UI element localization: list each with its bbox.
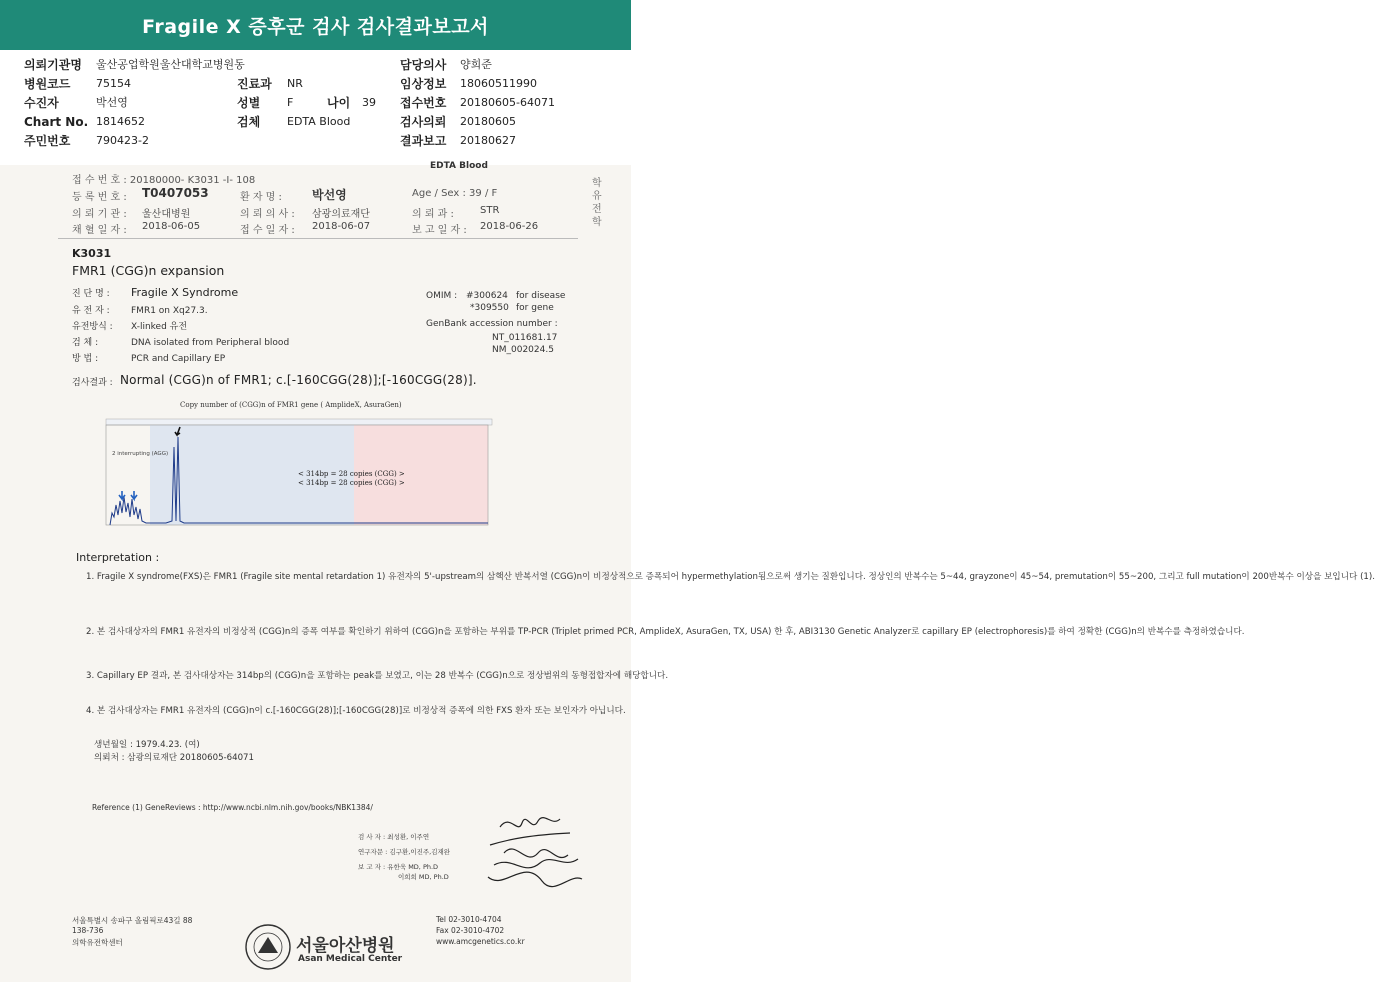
- requested-label: 검사의뢰: [400, 115, 447, 129]
- patient-label: 수진자: [24, 96, 59, 110]
- chart-small-note: 2 interrupting (AGG): [112, 451, 169, 457]
- genbank-label: GenBank accession number :: [426, 319, 558, 329]
- institution-label: 의뢰기관명: [24, 58, 82, 72]
- interpretation-2: 2. 본 검사대상자의 FMR1 유전자의 비정상적 (CGG)n의 증폭 여부를 확인하기 위하여 (CGG)n을 포함하는 부위를 TP-PCR (Triplet primed PCR, AmplideX, AsuraGen, TX, USA) 한 후, ABI3130 Genetic Analyzer로 capillary EP (electrophoresis)를 하여 정확한 (CGG)n의 반복수를 측정하였습니다.: [86, 627, 1245, 637]
- receive-label: 접 수 일 자 :: [240, 225, 295, 236]
- doctor-value: 양희준: [460, 58, 492, 71]
- omim-gene: *309550: [470, 303, 509, 313]
- dept-value: NR: [287, 77, 303, 90]
- divider: [58, 238, 578, 239]
- pt-label: 환 자 명 :: [240, 192, 282, 203]
- report-title: Fragile X 증후군 검사 검사결과보고서: [0, 0, 631, 50]
- interpretation-4: 4. 본 검사대상자는 FMR1 유전자의 (CGG)n이 c.[-160CGG(28)];[-160CGG(28)]로 비정상적 증폭에 의한 FXS 환자 또는 보인자가 아닙니다.: [86, 706, 626, 716]
- omim-label: OMIM :: [426, 291, 458, 301]
- omim-disease: #300624: [466, 291, 508, 301]
- age-value: 39: [362, 96, 376, 109]
- reg-number: T0407053: [142, 186, 209, 200]
- resident-value: 790423-2: [96, 134, 149, 147]
- reference: Reference (1) GeneReviews : http://www.ncbi.nlm.nih.gov/books/NBK1384/: [92, 803, 373, 812]
- result-label: 검사결과 :: [72, 378, 113, 388]
- website: www.amcgenetics.co.kr: [436, 937, 525, 946]
- address-1: 서울특별시 송파구 올림픽로43길 88: [72, 916, 193, 925]
- doctor-label: 담당의사: [400, 58, 447, 72]
- side-label: 학 유 전 학: [592, 178, 602, 228]
- institution-value: 울산공업학원울산대학교병원동: [96, 58, 245, 71]
- reported-label: 결과보고: [400, 134, 447, 148]
- sex-value: F: [287, 96, 294, 109]
- receive-date: 2018-06-07: [312, 221, 371, 232]
- dept-label: 진료과: [237, 77, 272, 91]
- collect-label: 채 혈 일 자 :: [72, 225, 127, 236]
- interpretation-3: 3. Capillary EP 결과, 본 검사대상자는 314bp의 (CGG)n을 포함하는 peak를 보였고, 이는 28 반복수 (CGG)n으로 정상범위의 동형접합자에 해당합니다.: [86, 671, 669, 681]
- chart-no-label: Chart No.: [24, 115, 89, 129]
- address-2: 138-736: [72, 926, 104, 935]
- chart-note-2: < 314bp = 28 copies (CGG) >: [298, 479, 405, 487]
- interpretation-1: 1. Fragile X syndrome(FXS)은 FMR1 (Fragile site mental retardation 1) 유전자의 5'-upstream의 삼핵산 반복서열 (CGG)n이 비정상적으로 증폭되어 hypermethylation됨으로써 생기는 질환입니다. 정상인의 반복수는 5~44, grayzone이 45~54, premutation이 55~200, 그리고 full mutation이 200반복수 이상을 보입니다 (1).: [86, 572, 1375, 582]
- dx-value: Fragile X Syndrome: [131, 286, 239, 299]
- fax: Fax 02-3010-4702: [436, 926, 505, 935]
- requested-value: 20180605: [460, 115, 516, 128]
- reported-value: 20180627: [460, 134, 516, 147]
- collect-date: 2018-06-05: [142, 221, 201, 232]
- report-label: 보 고 일 자 :: [412, 225, 467, 236]
- chart-note-1: < 314bp = 28 copies (CGG) >: [298, 470, 405, 478]
- dx-label: 진 단 명 :: [72, 289, 110, 299]
- report-date: 2018-06-26: [480, 221, 539, 232]
- address-3: 의학유전학센터: [72, 938, 123, 947]
- method-label: 방 법 :: [72, 354, 99, 364]
- receipt-number: 접 수 번 호 : 20180000- K3031 -I- 108: [72, 175, 256, 186]
- size-ruler: [106, 419, 492, 425]
- inst-label: 의 뢰 기 관 :: [72, 209, 127, 220]
- reg-label: 등 록 번 호 :: [72, 192, 127, 203]
- pt-name: 박선영: [312, 188, 347, 202]
- signature: [470, 805, 600, 895]
- code-value: 75154: [96, 77, 131, 90]
- spec-label: 검 체 :: [72, 338, 99, 348]
- staff-tester: 검 사 자 : 최성환, 이주연: [358, 833, 430, 841]
- asan-seal-icon: [244, 923, 292, 971]
- receipt-value: 20180605-64071: [460, 96, 555, 109]
- arrow-icon: [119, 491, 137, 499]
- clinical-label: 임상정보: [400, 77, 447, 91]
- gene-label: 유 전 자 :: [72, 306, 110, 316]
- ward-label: 의 뢰 과 :: [412, 209, 454, 220]
- logo-korean: 서울아산병원: [296, 936, 395, 956]
- omim-disease-desc: for disease: [516, 291, 566, 301]
- chart-no-value: 1814652: [96, 115, 145, 128]
- telephone: Tel 02-3010-4704: [436, 915, 502, 924]
- age-sex: Age / Sex : 39 / F: [412, 188, 498, 199]
- omim-gene-desc: for gene: [516, 303, 554, 313]
- request-org: 의뢰처 : 삼광의료재단 20180605-64071: [94, 753, 254, 763]
- code-label: 병원코드: [24, 77, 71, 91]
- interpretation-title: Interpretation :: [76, 551, 160, 564]
- mode-label: 유전방식 :: [72, 322, 113, 332]
- sex-label: 성별: [237, 96, 261, 110]
- scanned-report: [0, 161, 1375, 982]
- patient-value: 박선영: [96, 96, 128, 109]
- age-label: 나이: [327, 96, 351, 110]
- specimen-label: 검체: [237, 115, 261, 129]
- spec-value: DNA isolated from Peripheral blood: [131, 338, 290, 348]
- chart-title: Copy number of (CGG)n of FMR1 gene ( AmplideX, AsuraGen): [180, 401, 402, 409]
- staff-reporter: 보 고 자 : 유한욱 MD, Ph.D: [358, 863, 439, 871]
- test-name: FMR1 (CGG)n expansion: [72, 263, 225, 278]
- logo-english: Asan Medical Center: [298, 954, 403, 964]
- accession-1: NT_011681.17: [492, 333, 558, 343]
- gene-value: FMR1 on Xq27.3.: [131, 306, 208, 316]
- accession-2: NM_002024.5: [492, 345, 554, 355]
- staff-reporter-2: 이희희 MD, Ph.D: [398, 873, 449, 881]
- result-value: Normal (CGG)n of FMR1; c.[-160CGG(28)];[-160CGG(28)].: [120, 373, 477, 387]
- method-value: PCR and Capillary EP: [131, 354, 226, 364]
- ward-value: STR: [480, 205, 500, 216]
- inst-value: 울산대병원: [142, 209, 191, 220]
- org-value: 삼광의료재단: [312, 209, 370, 220]
- resident-label: 주민번호: [24, 134, 71, 148]
- dob: 생년월일 : 1979.4.23. (여): [94, 740, 200, 750]
- clinical-value: 18060511990: [460, 77, 537, 90]
- specimen-value: EDTA Blood: [287, 115, 351, 128]
- cut-specimen-text: EDTA Blood: [430, 161, 488, 171]
- test-code: K3031: [72, 247, 112, 260]
- org-label: 의 뢰 의 사 :: [240, 209, 295, 220]
- receipt-label: 접수번호: [400, 96, 447, 110]
- mode-value: X-linked 유전: [131, 322, 188, 332]
- patient-info-panel: [0, 50, 631, 165]
- staff-advisor: 연구자문 : 김구환,이진주,김재완: [358, 848, 451, 856]
